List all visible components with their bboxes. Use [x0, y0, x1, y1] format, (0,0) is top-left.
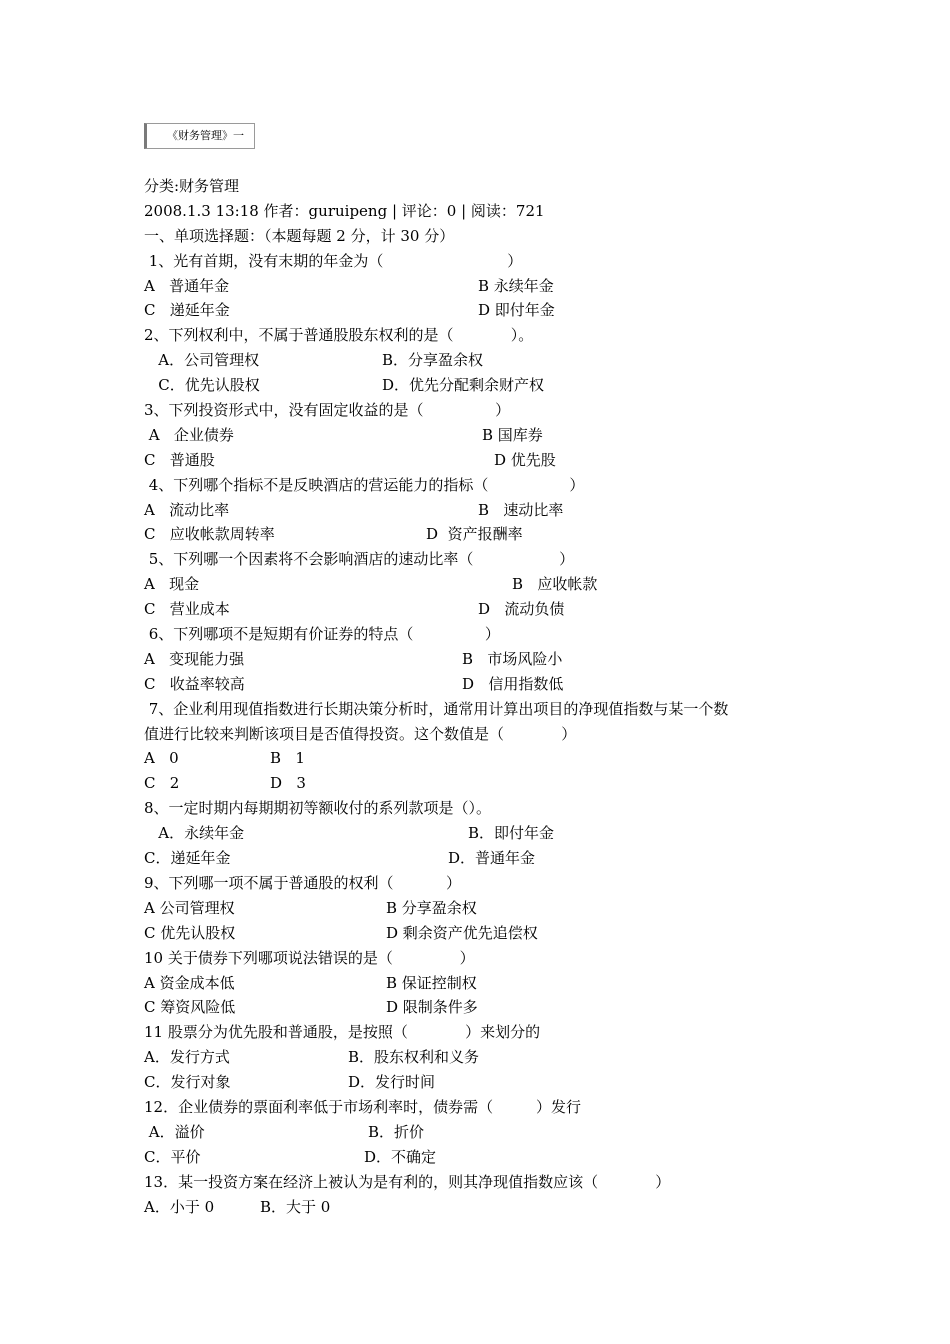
section-heading: [144, 224, 824, 249]
option-a: A 资金成本低: [144, 973, 235, 992]
options-row: [144, 274, 824, 299]
question-stem: 9、下列哪一项不属于普通股的权利（ ）: [144, 873, 461, 892]
options-row: [144, 298, 824, 323]
option-c: C 营业成本: [144, 600, 230, 619]
section-heading-text: 一、单项选择题：（本题每题 2 分，计 30 分）: [144, 226, 455, 245]
options-row: [144, 572, 824, 597]
question-stem: 3、下列投资形式中，没有固定收益的是（ ）: [144, 401, 511, 420]
option-b: B 国库券: [482, 425, 543, 444]
option-a: A．永续年金: [144, 824, 245, 843]
option-d: D 资产报酬率: [426, 525, 523, 544]
options-row: [144, 995, 824, 1020]
option-b: B．股东权利和义务: [348, 1048, 480, 1067]
options-row: [144, 846, 824, 871]
option-b: B 分享盈余权: [386, 898, 477, 917]
option-d: D 限制条件多: [386, 998, 478, 1017]
options-row: [144, 921, 824, 946]
option-d: D 剩余资产优先追偿权: [386, 923, 538, 942]
question-10: [144, 946, 824, 971]
options-row: [144, 746, 824, 771]
question-stem: 7、企业利用现值指数进行长期决策分析时，通常用计算出项目的净现值指数与某一个数: [144, 699, 729, 718]
option-b: B 保证控制权: [386, 973, 477, 992]
option-c: C．发行对象: [144, 1073, 231, 1092]
question-8: [144, 796, 824, 821]
options-row: [144, 448, 824, 473]
option-b: B 市场风险小: [462, 649, 563, 668]
option-c: C 筹资风险低: [144, 998, 236, 1017]
option-b: B．分享盈余权: [382, 351, 484, 370]
option-a: A 企业债券: [144, 425, 234, 444]
options-row: [144, 373, 824, 398]
option-b: B．大于 0: [260, 1197, 331, 1216]
question-4: [144, 473, 824, 498]
question-12: [144, 1095, 824, 1120]
question-stem: 13．某一投资方案在经济上被认为是有利的，则其净现值指数应该（ ）: [144, 1172, 671, 1191]
question-stem: 1、光有首期，没有末期的年金为（ ）: [144, 251, 523, 270]
options-row: [144, 896, 824, 921]
options-row: [144, 647, 824, 672]
options-row: [144, 1145, 824, 1170]
question-stem: 10 关于债券下列哪项说法错误的是（ ）: [144, 948, 475, 967]
question-stem: 5、下列哪一个因素将不会影响酒店的速动比率（ ）: [144, 550, 575, 569]
question-6: [144, 622, 824, 647]
question-3: [144, 398, 824, 423]
option-d: D 优先股: [494, 450, 556, 469]
category-text: 分类:财务管理: [144, 177, 240, 195]
option-c: C 递延年金: [144, 301, 230, 320]
option-a: A．发行方式: [144, 1048, 230, 1067]
options-row: [144, 597, 824, 622]
question-11: [144, 1020, 824, 1045]
option-a: A 0: [144, 749, 179, 768]
question-stem: 6、下列哪项不是短期有价证券的特点（ ）: [144, 625, 500, 644]
option-a: A 普通年金: [144, 276, 230, 295]
options-row: [144, 1120, 824, 1145]
options-row: [144, 771, 824, 796]
option-d: D 3: [270, 774, 306, 793]
option-d: D 信用指数低: [462, 674, 564, 693]
question-1: [144, 249, 824, 274]
options-row: [144, 1195, 824, 1220]
document-tab[interactable]: [144, 123, 255, 149]
option-d: D．普通年金: [448, 849, 536, 868]
question-stem: 4、下列哪个指标不是反映酒店的营运能力的指标（ ）: [144, 475, 585, 494]
option-d: D．优先分配剩余财产权: [382, 376, 545, 395]
question-stem: 11 股票分为优先股和普通股，是按照（ ）来划分的: [144, 1023, 541, 1042]
options-row: [144, 672, 824, 697]
options-row: [144, 522, 824, 547]
option-c: C 收益率较高: [144, 674, 245, 693]
options-row: [144, 1070, 824, 1095]
option-c: C．递延年金: [144, 849, 231, 868]
meta-line: [144, 199, 824, 224]
question-stem-continued: 值进行比较来判断该项目是否值得投资。这个数值是（ ）: [144, 724, 577, 743]
question-5: [144, 547, 824, 572]
question-7-continued: [144, 722, 824, 747]
option-b: B 永续年金: [478, 276, 554, 295]
option-a: A 流动比率: [144, 500, 230, 519]
category-line: [144, 174, 824, 199]
option-c: C 优先认股权: [144, 923, 236, 942]
option-b: B．即付年金: [468, 824, 555, 843]
option-c: C 普通股: [144, 450, 215, 469]
option-d: D 即付年金: [478, 301, 555, 320]
option-a: A．公司管理权: [144, 351, 260, 370]
options-row: [144, 348, 824, 373]
option-a: A．溢价: [144, 1122, 205, 1141]
options-row: [144, 423, 824, 448]
question-7: [144, 697, 824, 722]
options-row: [144, 498, 824, 523]
option-c: C 应收帐款周转率: [144, 525, 275, 544]
option-d: D．发行时间: [348, 1073, 436, 1092]
option-b: B 1: [270, 749, 305, 768]
question-stem: 2、下列权利中，不属于普通股股东权利的是（ ）。: [144, 326, 534, 345]
tab-title: 《财务管理》一: [167, 129, 244, 142]
option-a: A．小于 0: [144, 1197, 215, 1216]
question-2: [144, 323, 824, 348]
question-stem: 8、一定时期内每期期初等额收付的系列款项是（）。: [144, 799, 492, 818]
options-row: [144, 1045, 824, 1070]
option-a: A 公司管理权: [144, 898, 235, 917]
option-a: A 现金: [144, 575, 200, 594]
option-b: B 速动比率: [478, 500, 564, 519]
options-row: [144, 971, 824, 996]
option-c: C．平价: [144, 1147, 201, 1166]
option-b: B 应收帐款: [512, 575, 598, 594]
question-13: [144, 1170, 824, 1195]
option-a: A 变现能力强: [144, 649, 245, 668]
option-c: C．优先认股权: [144, 376, 260, 395]
question-9: [144, 871, 824, 896]
question-stem: 12．企业债券的票面利率低于市场利率时，债券需（ ）发行: [144, 1097, 582, 1116]
option-b: B．折价: [368, 1122, 425, 1141]
meta-info: 2008.1.3 13:18 作者：guruipeng | 评论：0 | 阅读：721: [144, 201, 545, 220]
document-body: [144, 174, 824, 1219]
options-row: [144, 821, 824, 846]
option-c: C 2: [144, 774, 180, 793]
option-d: D．不确定: [364, 1147, 437, 1166]
option-d: D 流动负债: [478, 600, 565, 619]
